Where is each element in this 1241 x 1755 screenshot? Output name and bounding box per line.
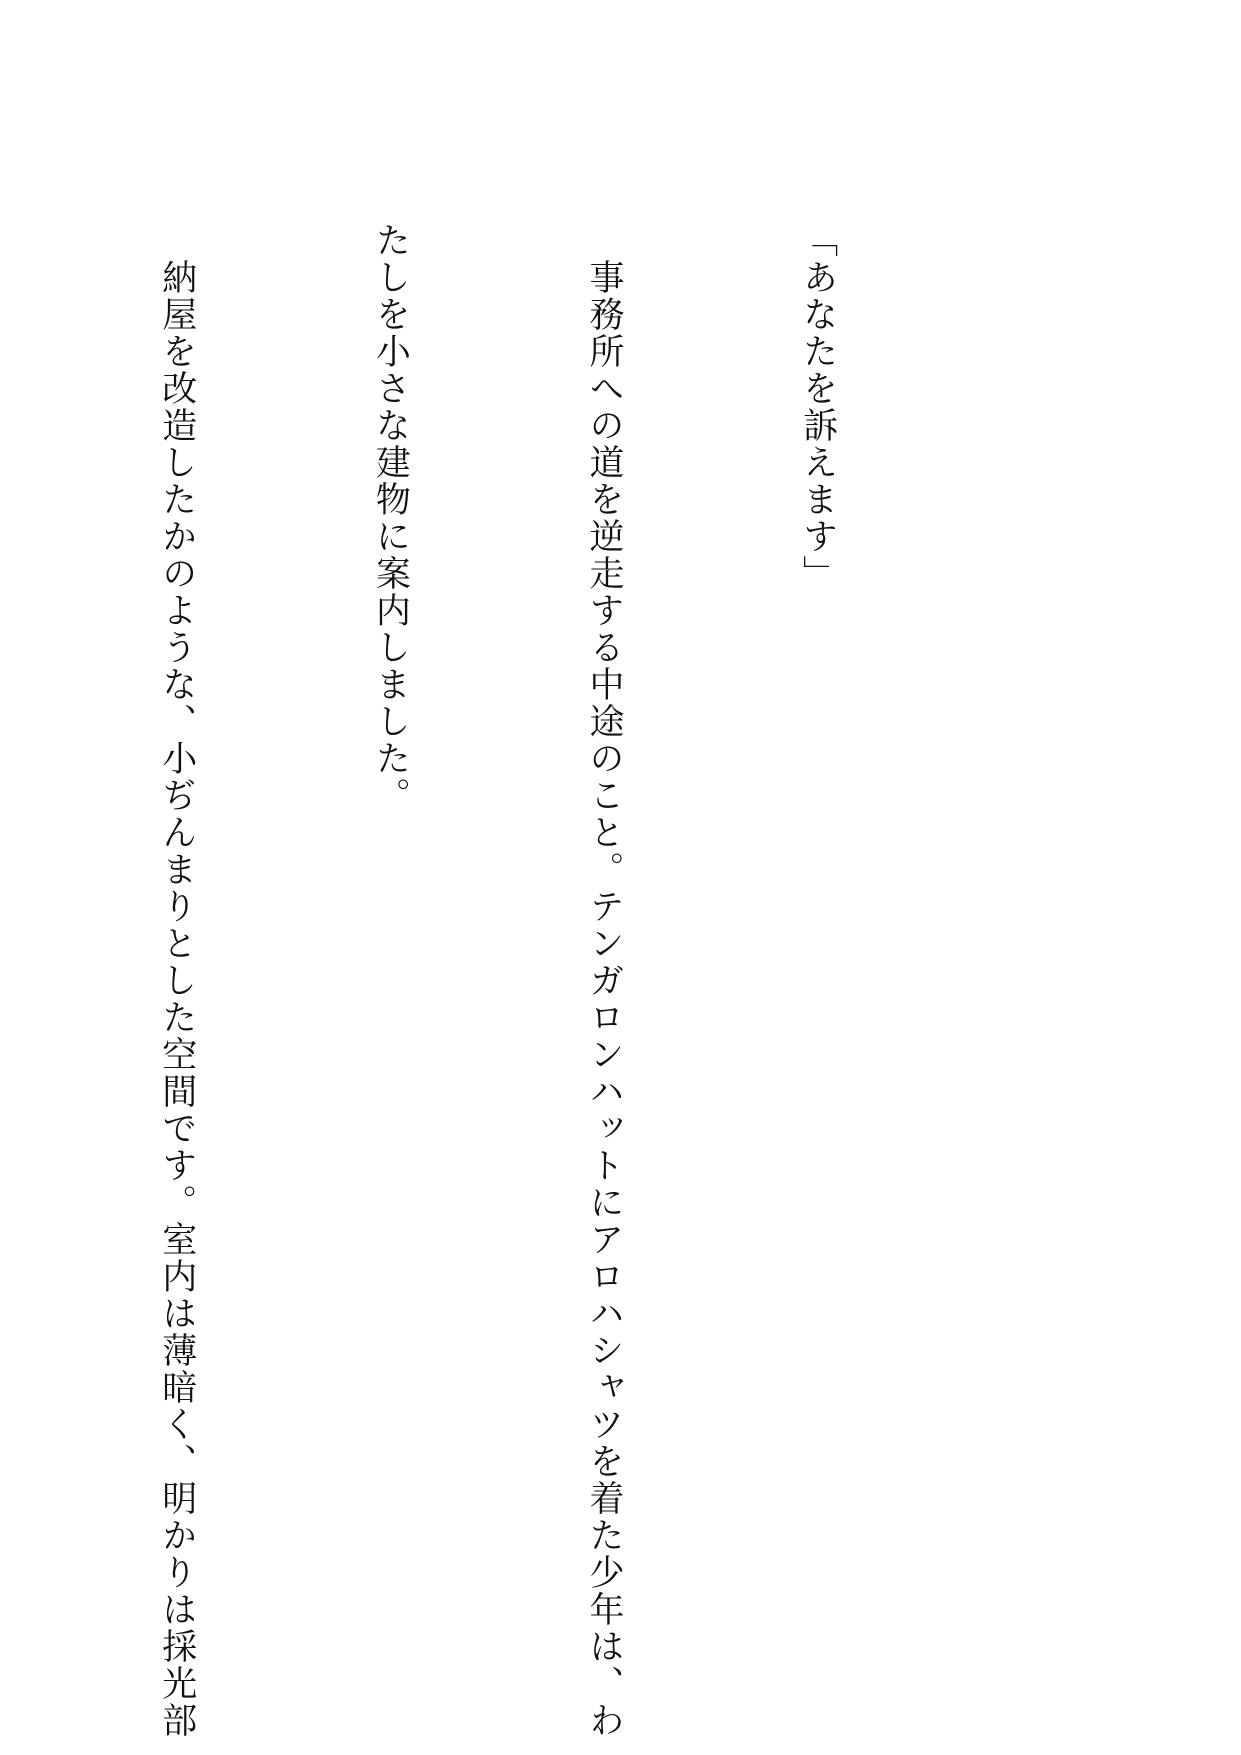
text-line: 納屋を改造したかのような、小ぢんまりとした空間です。室内は薄暗く、明かりは採光部 [156,222,197,1739]
text-line: 事務所への道を逆走する中途のこと。テンガロンハットにアロハシャツを着た少年は、わ [583,222,624,1739]
vertical-text-body [0,222,995,1739]
text-line: 「あなたを訴えます」 [797,222,838,592]
text-line: たしを小さな建物に案内しました。 [370,222,411,814]
